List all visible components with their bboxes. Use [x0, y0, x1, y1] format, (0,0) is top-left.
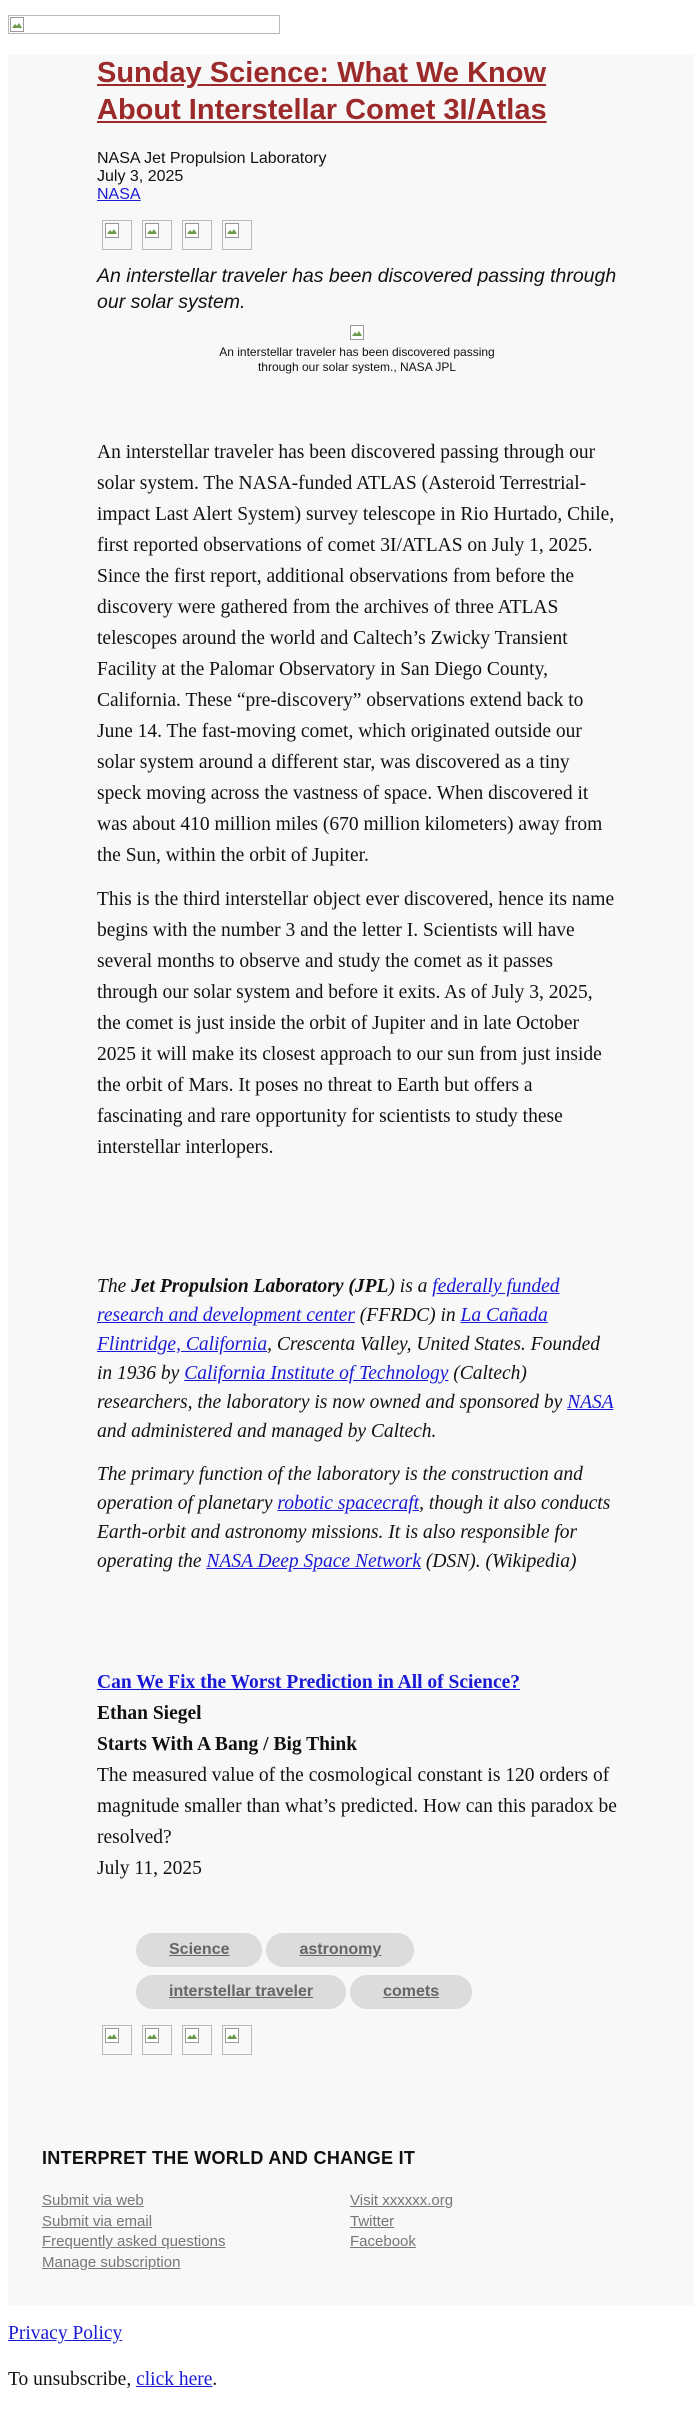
about-text: , though it also conducts Earth-orbit and astronomy missions. It is also responsible for operating the	[97, 1493, 611, 1572]
broken-image-icon	[105, 2028, 119, 2043]
privacy-policy-link[interactable]: Privacy Policy	[8, 2323, 123, 2344]
about-text: The	[97, 1276, 132, 1297]
about-text: (Caltech) researchers, the laboratory is now owned and sponsored by	[97, 1363, 568, 1413]
about-text: (DSN). (Wikipedia)	[421, 1551, 577, 1572]
article-meta	[97, 150, 617, 204]
share-icon-3[interactable]	[182, 2025, 212, 2055]
related-article-date: July 11, 2025	[97, 1858, 202, 1879]
privacy-row	[8, 2323, 122, 2345]
related-article-summary: The measured value of the cosmological constant is 120 orders of magnitude smaller than what’s predicted. How can this paradox be resolved?	[97, 1765, 617, 1848]
tag-astronomy[interactable]: astronomy	[266, 1933, 414, 1967]
about-text: The primary function of the laboratory is the construction and operation of planetary	[97, 1464, 583, 1514]
unsubscribe-text: To unsubscribe,	[8, 2369, 137, 2390]
logo-image[interactable]	[8, 15, 280, 34]
newsletter-card	[8, 55, 694, 2305]
about-link-robotic-spacecraft[interactable]: robotic spacecraft	[277, 1493, 420, 1514]
broken-image-icon	[145, 223, 159, 238]
unsubscribe-link[interactable]: click here	[136, 2369, 213, 2390]
share-icon-2[interactable]	[142, 2025, 172, 2055]
related-article	[97, 1667, 617, 1884]
broken-image-icon	[105, 223, 119, 238]
tag-comets[interactable]: comets	[350, 1975, 472, 2009]
tag-interstellar-traveler[interactable]: interstellar traveler	[136, 1975, 346, 2009]
related-article-title-link[interactable]: Can We Fix the Worst Prediction in All of Science?	[97, 1672, 521, 1693]
footer-link-submit-web[interactable]: Submit via web	[42, 2192, 144, 2209]
broken-image-icon	[185, 223, 199, 238]
article-title-link[interactable]	[97, 55, 617, 129]
broken-image-icon	[350, 325, 364, 340]
share-icon-4[interactable]	[222, 2025, 252, 2055]
tag-list	[136, 1933, 476, 2017]
header-bar	[0, 0, 700, 55]
article-paragraph-1: An interstellar traveler has been discovered passing through our solar system. The NASA-funded ATLAS (Asteroid Terrestrial-impact Last Alert System) survey telescope in Rio Hurtado, Chile, first reported observations of comet 3I/ATLAS on July 1, 2025. Since the first report, additional observations from before the discovery were gathered from the archives of three ATLAS telescopes around the world and Caltech’s Zwicky Transient Facility at the Palomar Observatory in San Diego County, California. These “pre-discovery” observations extend back to June 14. The fast-moving comet, which originated outside our solar system around a different star, was discovered as a tiny speck moving across the vastness of space. When discovered it was about 410 million miles (670 million kilometers) away from the Sun, within the orbit of Jupiter.	[97, 442, 615, 866]
about-paragraph-2	[97, 1460, 617, 1576]
footer-link-twitter[interactable]: Twitter	[350, 2212, 395, 2230]
about-link-location[interactable]: La Cañada Flintridge, California	[97, 1305, 548, 1355]
about-link-caltech[interactable]: California Institute of Technology	[184, 1363, 449, 1384]
about-org-name: Jet Propulsion Laboratory (JPL	[131, 1276, 389, 1297]
unsubscribe-row	[8, 2369, 217, 2391]
footer-heading: INTERPRET THE WORLD AND CHANGE IT	[42, 2148, 416, 2168]
about-text: , Crescenta Valley, United States. Founded in 1936 by	[97, 1334, 600, 1384]
broken-image-icon	[185, 2028, 199, 2043]
unsubscribe-suffix: .	[212, 2369, 218, 2390]
tag-science[interactable]: Science	[136, 1933, 262, 1967]
share-icon-3[interactable]	[182, 220, 212, 250]
broken-image-icon	[225, 2028, 239, 2043]
footer-link-facebook[interactable]: Facebook	[350, 2233, 416, 2250]
broken-image-icon	[10, 17, 24, 32]
broken-image-icon	[225, 223, 239, 238]
about-link-ffrdc[interactable]: federally funded research and development center	[97, 1276, 560, 1326]
share-icon-4[interactable]	[222, 220, 252, 250]
article-source: NASA Jet Propulsion Laboratory	[97, 150, 327, 167]
article-title[interactable]: Sunday Science: What We Know About Interstellar Comet 3I/Atlas	[97, 57, 547, 126]
share-row-bottom	[102, 2025, 252, 2055]
about-paragraph-1	[97, 1272, 617, 1446]
article-body	[97, 437, 617, 1176]
tag-row-2	[136, 1975, 476, 2017]
share-icon-2[interactable]	[142, 220, 172, 250]
tag-row-1	[136, 1933, 476, 1975]
about-link-dsn[interactable]: NASA Deep Space Network	[206, 1551, 422, 1572]
article-date: July 3, 2025	[97, 168, 184, 185]
article-image	[349, 325, 365, 341]
article-figure	[97, 325, 617, 375]
article-source-link[interactable]: NASA	[97, 186, 141, 203]
footer-link-submit-email[interactable]: Submit via email	[42, 2212, 153, 2230]
about-text: (FFRDC) in	[354, 1305, 461, 1326]
footer-link-visit-site[interactable]: Visit xxxxxx.org	[350, 2192, 454, 2209]
about-link-nasa[interactable]: NASA	[567, 1392, 614, 1413]
article-paragraph-2: This is the third interstellar object ever discovered, hence its name begins with the number 3 and the letter I. Scientists will have several months to observe and study the comet as it passes through our solar system and before it exits. As of July 3, 2025, the comet is just inside the orbit of Jupiter and in late October 2025 it will make its closest approach to our sun from just inside the orbit of Mars. It poses no threat to Earth but offers a fascinating and rare opportunity for scientists to study these interstellar interlopers.	[97, 889, 615, 1158]
related-article-author: Ethan Siegel	[97, 1703, 202, 1724]
footer-link-faq[interactable]: Frequently asked questions	[42, 2233, 226, 2250]
footer-links-left	[42, 2191, 225, 2273]
share-icon-1[interactable]	[102, 220, 132, 250]
article-lede: An interstellar traveler has been discovered passing through our solar system.	[97, 265, 617, 313]
broken-image-icon	[145, 2028, 159, 2043]
share-icon-1[interactable]	[102, 2025, 132, 2055]
share-row-top	[102, 220, 617, 250]
about-section	[97, 1272, 617, 1590]
article-header	[97, 55, 617, 375]
related-article-publication: Starts With A Bang / Big Think	[97, 1734, 358, 1755]
image-caption: An interstellar traveler has been discovered passing through our solar system., NASA JPL	[219, 345, 495, 374]
footer-links-right	[350, 2191, 453, 2253]
about-text: ) is a	[388, 1276, 433, 1297]
about-text: and administered and managed by Caltech.	[97, 1421, 437, 1442]
footer-link-manage-subscription[interactable]: Manage subscription	[42, 2253, 181, 2271]
